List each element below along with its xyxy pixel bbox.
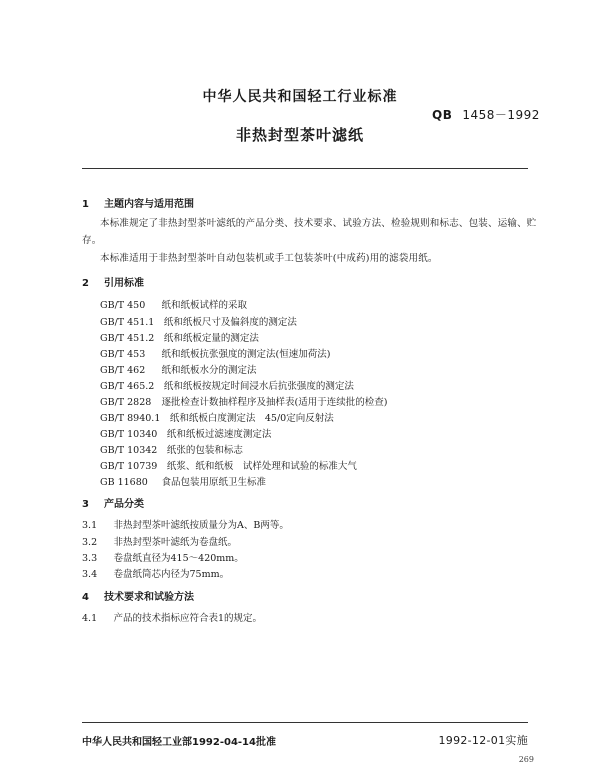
- clause-item: [82, 610, 262, 624]
- section-title: 引用标准: [104, 278, 144, 289]
- reference-item: [100, 378, 354, 392]
- section-1-paragraph-2: 本标准适用于非热封型茶叶自动包装机或手工包装茶叶(中成药)用的滤袋用纸。: [100, 253, 438, 264]
- section-1-paragraph-1-cont: 存。: [82, 235, 102, 246]
- issuer-heading: 中华人民共和国轻工行业标准: [202, 89, 398, 105]
- reference-title: 纸和纸板过滤速度测定法: [166, 429, 272, 440]
- clause-number: 4.1: [82, 613, 98, 624]
- reference-code: GB/T 462: [100, 365, 146, 376]
- clause-number: 3.2: [82, 537, 98, 548]
- reference-item: [100, 458, 357, 472]
- section-1-paragraph-1: 本标准规定了非热封型茶叶滤纸的产品分类、技术要求、试验方法、检验规则和标志、包装、运输、贮: [100, 218, 537, 229]
- reference-item: [100, 442, 243, 456]
- footer-divider: [82, 722, 528, 723]
- reference-code: GB/T 450: [100, 300, 146, 311]
- reference-code: GB/T 8940.1: [100, 413, 161, 424]
- approval-line: 中华人民共和国轻工业部1992-04-14批准: [82, 737, 276, 748]
- document-title: 非热封型茶叶滤纸: [235, 126, 364, 144]
- header-divider: [82, 168, 528, 169]
- reference-title: 纸和纸板试样的采取: [161, 300, 248, 311]
- section-number: 2: [82, 278, 89, 289]
- reference-item: [100, 410, 334, 424]
- page-number: 269: [518, 755, 534, 764]
- reference-item: [100, 314, 297, 328]
- reference-item: [100, 474, 266, 488]
- reference-code: GB/T 451.1: [100, 317, 155, 328]
- reference-title: 食品包装用原纸卫生标准: [161, 477, 267, 488]
- clause-text: 非热封型茶叶滤纸按质量分为A、B两等。: [113, 520, 289, 531]
- reference-item: [100, 394, 387, 408]
- section-number: 3: [82, 499, 89, 510]
- section-title: 主题内容与适用范围: [104, 199, 194, 210]
- section-number: 4: [82, 592, 89, 603]
- clause-item: [82, 566, 229, 580]
- standard-code: 1458－1992: [462, 108, 540, 122]
- reference-title: 纸和纸板按规定时间浸水后抗张强度的测定法: [163, 381, 354, 392]
- section-3-heading: [82, 495, 144, 510]
- reference-title: 纸张的包装和标志: [166, 445, 243, 456]
- reference-code: GB/T 10342: [100, 445, 158, 456]
- section-title: 产品分类: [104, 499, 144, 510]
- section-1-heading: [82, 195, 194, 210]
- clause-text: 卷盘纸筒芯内径为75mm。: [113, 569, 230, 580]
- reference-item: [100, 362, 257, 376]
- reference-code: GB/T 453: [100, 349, 146, 360]
- clause-text: 卷盘纸直径为415～420mm。: [113, 553, 244, 564]
- section-2-heading: [82, 274, 144, 289]
- clause-item: [82, 534, 237, 548]
- clause-text: 产品的技术指标应符合表1的规定。: [113, 613, 263, 624]
- reference-title: 纸和纸板抗张强度的测定法(恒速加荷法): [161, 349, 331, 360]
- section-number: 1: [82, 199, 89, 210]
- reference-title: 纸和纸板定量的测定法: [163, 333, 259, 344]
- reference-title: 纸和纸板白度测定法 45/0定向反射法: [169, 413, 334, 424]
- reference-item: [100, 346, 330, 360]
- clause-item: [82, 550, 244, 564]
- reference-title: 纸浆、纸和纸板 试样处理和试验的标准大气: [166, 461, 357, 472]
- reference-code: GB/T 10340: [100, 429, 158, 440]
- reference-title: 纸和纸板水分的测定法: [161, 365, 257, 376]
- reference-item: [100, 330, 259, 344]
- reference-title: 纸和纸板尺寸及偏斜度的测定法: [163, 317, 297, 328]
- reference-code: GB/T 10739: [100, 461, 158, 472]
- reference-item: [100, 297, 247, 311]
- section-title: 技术要求和试验方法: [104, 592, 194, 603]
- effective-date: 1992-12-01实施: [438, 734, 528, 747]
- reference-code: GB 11680: [100, 477, 148, 488]
- reference-item: [100, 426, 271, 440]
- reference-code: GB/T 465.2: [100, 381, 155, 392]
- clause-number: 3.1: [82, 520, 98, 531]
- standard-prefix: QB: [432, 108, 453, 122]
- reference-title: 逐批检查计数抽样程序及抽样表(适用于连续批的检查): [161, 397, 388, 408]
- reference-code: GB/T 451.2: [100, 333, 155, 344]
- reference-code: GB/T 2828: [100, 397, 152, 408]
- clause-text: 非热封型茶叶滤纸为卷盘纸。: [113, 537, 238, 548]
- clause-number: 3.4: [82, 569, 98, 580]
- standard-number: [432, 106, 540, 123]
- section-4-heading: [82, 588, 194, 603]
- clause-number: 3.3: [82, 553, 98, 564]
- clause-item: [82, 517, 289, 531]
